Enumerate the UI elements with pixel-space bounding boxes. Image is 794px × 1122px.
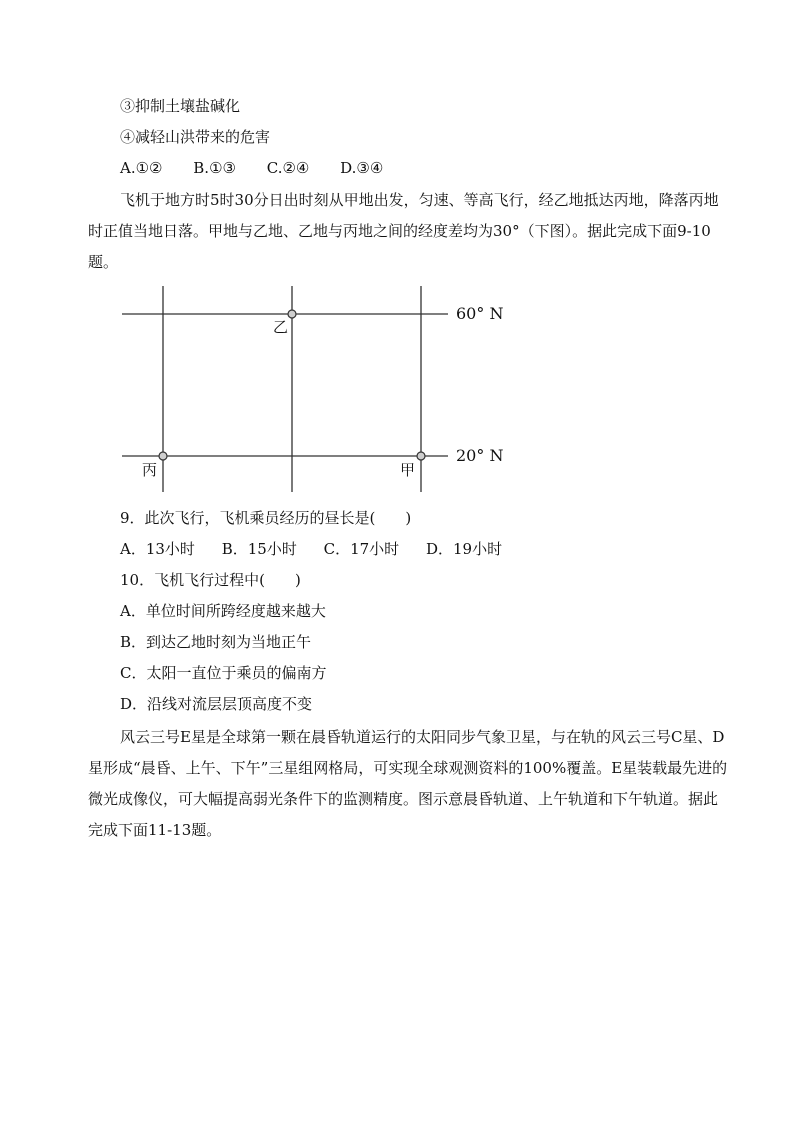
question-9-stem: 9．此次飞行，飞机乘员经历的昼长是( ) [120, 509, 412, 527]
label-jia: 甲 [400, 461, 416, 479]
point-yi [288, 310, 296, 318]
label-60n: 60° N [456, 304, 504, 323]
option-item-4: ④减轻山洪带来的危害 [120, 128, 271, 146]
q8-option-d: D.③④ [340, 159, 384, 177]
point-bing [159, 452, 167, 460]
label-yi: 乙 [273, 318, 289, 336]
passage-satellite: 风云三号E星是全球第一颗在晨昏轨道运行的太阳同步气象卫星，与在轨的风云三号C星、D星形成“晨昏、上午、下午”三星组网格局，可实现全球观测资料的100%覆盖。E星装载最先进的微光成像仪，可大幅提高弱光条件下的监测精度。图示意晨昏轨道、上午轨道和下午轨道。据此完成下面11-13题。 [88, 728, 728, 839]
question-10-stem: 10．飞机飞行过程中( ) [120, 571, 301, 589]
q10-option-b: B．到达乙地时刻为当地正午 [120, 633, 312, 651]
q9-option-c: C．17小时 [323, 540, 400, 558]
label-20n: 20° N [456, 446, 504, 465]
q9-option-d: D．19小时 [425, 540, 503, 558]
q10-option-c: C．太阳一直位于乘员的偏南方 [120, 664, 327, 682]
q9-option-a: A．13小时 [120, 540, 195, 558]
option-item-3: ③抑制土壤盐碱化 [120, 97, 241, 115]
passage-flight: 飞机于地方时5时30分日出时刻从甲地出发，匀速、等高飞行，经乙地抵达丙地，降落丙地时正值当地日落。甲地与乙地、乙地与丙地之间的经度差均为30°（下图）。据此完成下面9-10题。 [88, 191, 719, 271]
q10-option-a: A．单位时间所跨经度越来越大 [120, 602, 326, 620]
q8-option-b: B.①③ [193, 159, 236, 177]
label-bing: 丙 [142, 461, 158, 479]
q10-option-d: D．沿线对流层层顶高度不变 [120, 695, 313, 713]
question-9-options [120, 539, 528, 559]
point-jia [417, 452, 425, 460]
q9-option-b: B．15小时 [221, 540, 297, 558]
q8-option-c: C.②④ [266, 159, 310, 177]
q8-option-a: A.①② [120, 159, 163, 177]
longitude-latitude-diagram [118, 282, 518, 494]
question-8-options [120, 158, 409, 178]
